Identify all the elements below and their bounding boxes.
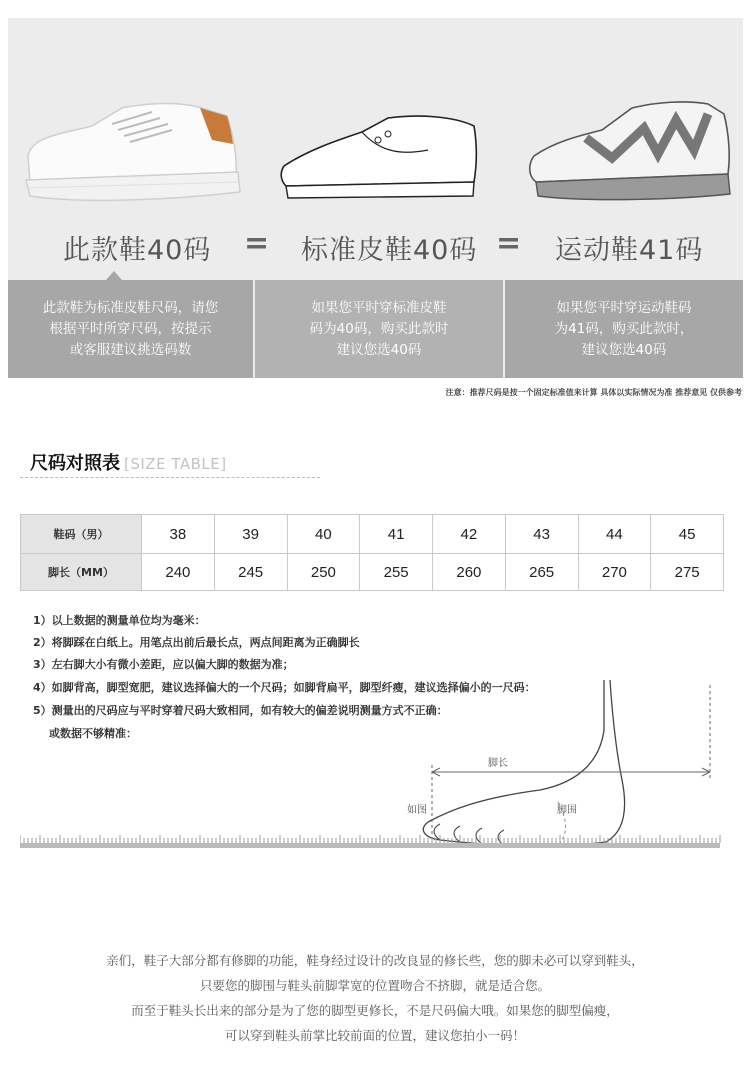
table-cell: 39	[214, 515, 287, 554]
table-cell: 44	[578, 515, 651, 554]
row-label-shoe-size: 鞋码（男）	[21, 515, 142, 554]
table-cell: 270	[578, 554, 651, 591]
row-label-foot-length: 脚长（MM）	[21, 554, 142, 591]
outro-line: 只要您的脚围与鞋头前脚掌宽的位置吻合不挤脚，就是适合您。	[199, 978, 550, 993]
size-table-title	[30, 449, 227, 475]
tip-item: 4）如脚背高，脚型宽肥，建议选择偏大的一个尺码；如脚背扁平，脚型纤瘦，建议选择偏小的一尺码：	[33, 681, 536, 694]
size-table-title-cn: 尺码对照表	[30, 453, 120, 474]
foot-outline	[423, 680, 624, 846]
size-equivalence-row	[8, 228, 743, 268]
table-cell: 42	[433, 515, 506, 554]
panel-pointer	[106, 271, 122, 280]
table-cell: 250	[287, 554, 360, 591]
leather-shoe-size-text: 标准皮鞋40码	[301, 235, 478, 266]
fit-explanation	[0, 948, 750, 1048]
size-table-title-en: [SIZE TABLE]	[124, 455, 227, 473]
shoe-images-row	[8, 18, 743, 218]
foot-girth-label: 脚围	[557, 805, 577, 816]
advice-line: 码为40码，购买此款时	[309, 320, 449, 337]
sport-shoe-size-text: 运动鞋41码	[555, 235, 704, 266]
leather-shoe-icon	[278, 110, 483, 205]
advice-panel-sport-shoe	[505, 280, 743, 378]
table-cell: 255	[360, 554, 433, 591]
tip-item: 3）左右脚大小有微小差距，应以偏大脚的数据为准；	[33, 658, 294, 671]
advice-line: 或客服建议挑选码数	[69, 341, 192, 358]
table-cell: 40	[287, 515, 360, 554]
table-cell: 275	[651, 554, 724, 591]
advice-line: 为41码，购买此款时，	[554, 320, 694, 337]
recommendation-note: 注意：推荐尺码是按一个固定标准值来计算 具体以实际情况为准 推荐意见 仅供参考	[445, 388, 742, 397]
table-cell: 38	[142, 515, 215, 554]
advice-line: 如果您平时穿标准皮鞋	[311, 299, 447, 316]
advice-line: 建议您选40码	[336, 341, 422, 358]
ruler	[20, 843, 720, 848]
this-shoe-size-text: 此款鞋40码	[63, 235, 212, 266]
table-cell: 265	[505, 554, 578, 591]
advice-line: 如果您平时穿运动鞋码	[556, 299, 692, 316]
advice-line: 此款鞋为标准皮鞋尺码，请您	[42, 299, 219, 316]
advice-panels	[8, 280, 743, 378]
table-cell: 245	[214, 554, 287, 591]
sneaker-icon	[22, 96, 244, 206]
tip-item: 2）将脚踩在白纸上。用笔点出前后最长点，两点间距离为正确脚长	[33, 636, 360, 649]
tip-item: 5）测量出的尺码应与平时穿着尺码大致相同，如有较大的偏差说明测量方式不正确：	[33, 704, 448, 717]
table-cell: 41	[360, 515, 433, 554]
title-divider	[20, 477, 320, 478]
table-cell: 260	[433, 554, 506, 591]
table-cell: 240	[142, 554, 215, 591]
advice-line: 建议您选40码	[581, 341, 667, 358]
running-shoe-icon	[526, 98, 736, 203]
foot-length-label: 脚长	[488, 758, 508, 769]
size-recommendation-banner	[8, 18, 743, 378]
size-table	[20, 514, 724, 591]
figure-label: 如图	[407, 805, 427, 816]
table-cell: 43	[505, 515, 578, 554]
table-row	[21, 554, 724, 591]
ruler-ticks	[20, 835, 720, 843]
advice-line: 根据平时所穿尺码，按提示	[49, 320, 212, 337]
outro-line: 亲们，鞋子大部分都有修脚的功能，鞋身经过设计的改良显的修长些，您的脚未必可以穿到鞋头，	[106, 953, 644, 968]
foot-measurement-diagram	[20, 670, 725, 865]
equals-sign: =	[244, 226, 270, 261]
advice-panel-leather-shoe	[255, 280, 503, 378]
outro-line: 而至于鞋头长出来的部分是为了您的脚型更修长，不是尺码偏大哦。如果您的脚型偏瘦，	[131, 1003, 619, 1018]
outro-line: 可以穿到鞋头前掌比较前面的位置，建议您拍小一码！	[224, 1028, 525, 1043]
advice-panel-this-shoe	[8, 280, 253, 378]
tip-item: 1）以上数据的测量单位均为毫米：	[33, 614, 206, 627]
table-cell: 45	[651, 515, 724, 554]
equals-sign: =	[496, 226, 522, 261]
table-row	[21, 515, 724, 554]
tip-item: 或数据不够精准：	[49, 727, 137, 740]
